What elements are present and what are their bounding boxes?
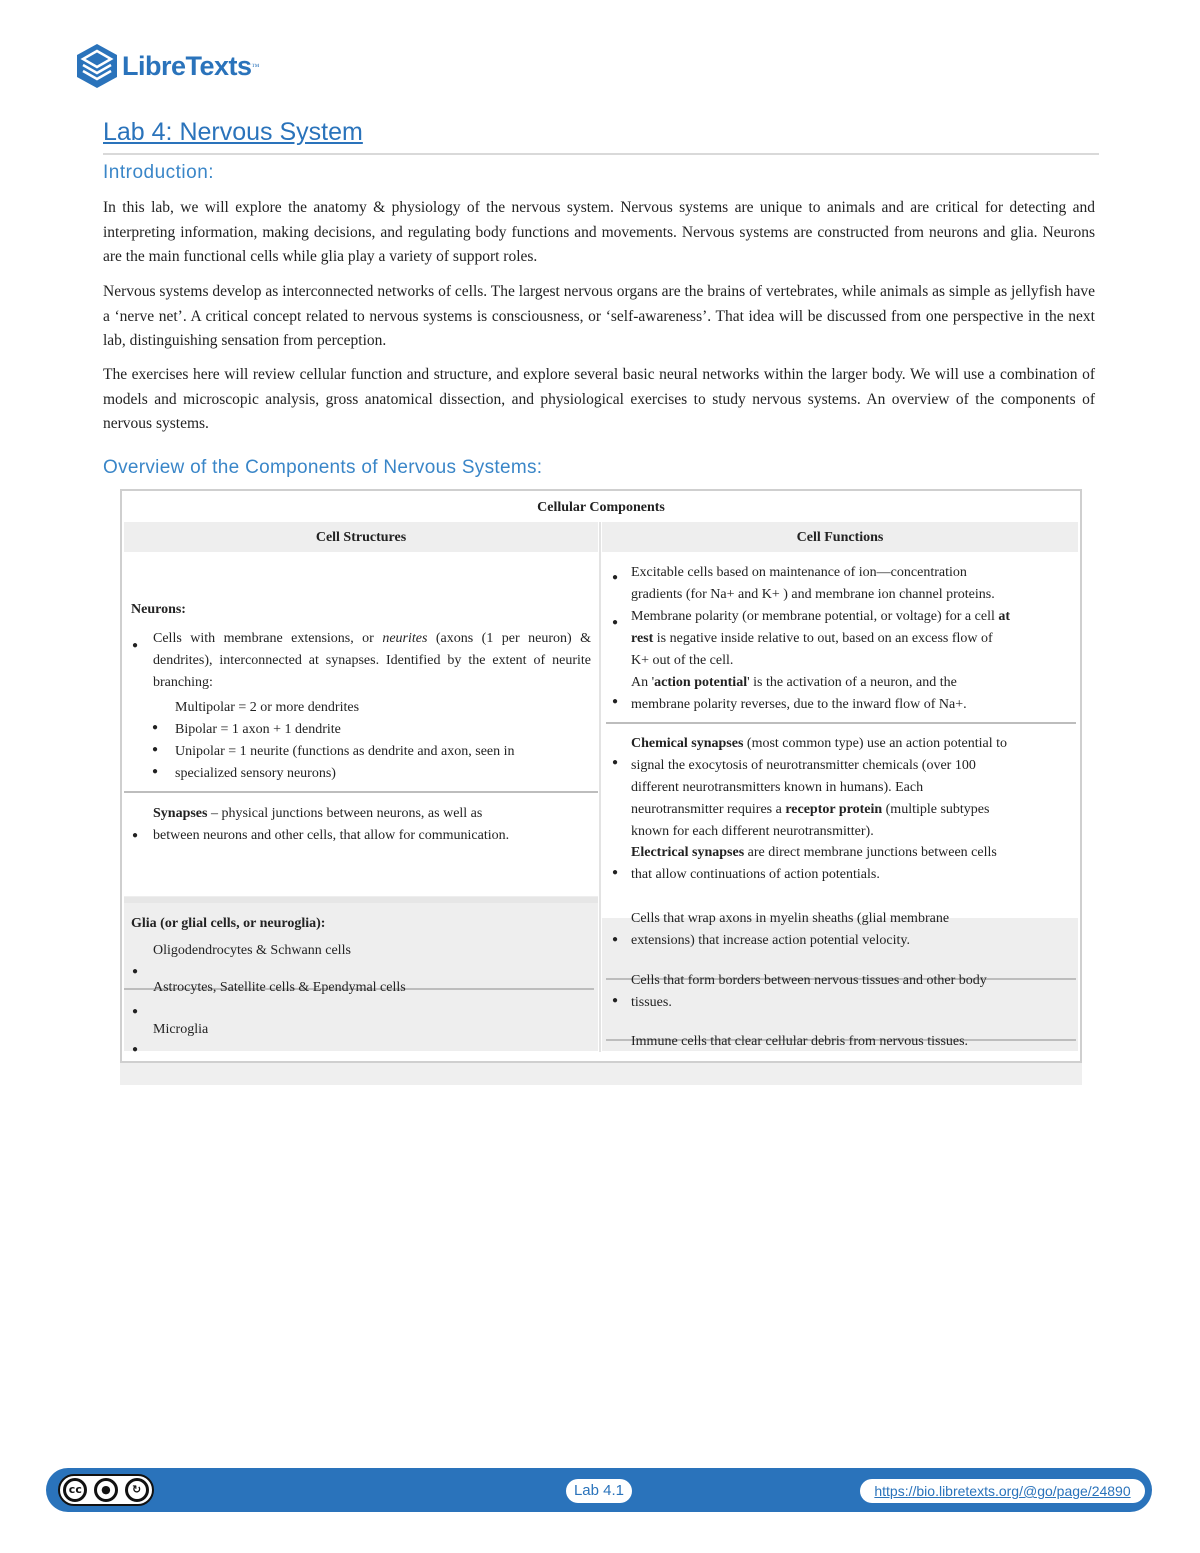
function-myelin-glia: Cells that wrap axons in myelin sheaths (glial membrane extensions) that increase action potential velocity.	[631, 911, 950, 948]
bullet-icon: ●	[152, 744, 159, 755]
bullet-icon: ●	[612, 696, 619, 707]
neuron-type-bipolar: Bipolar = 1 axon + 1 dendrite	[175, 722, 341, 737]
bullet-icon: ●	[152, 766, 159, 777]
bullet-icon: ●	[132, 830, 139, 841]
page-link[interactable]: https://bio.libretexts.org/@go/page/24890	[860, 1479, 1145, 1503]
row-divider	[124, 791, 598, 793]
glia-microglia: Microglia	[153, 1022, 209, 1037]
bullet-icon: ●	[132, 1006, 139, 1017]
libretexts-hexagon-icon	[74, 42, 120, 90]
column-header-structures: Cell Structures	[124, 522, 598, 552]
bullet-icon: ●	[612, 867, 619, 878]
neuron-type-multipolar: Multipolar = 2 or more dendrites	[175, 700, 360, 715]
function-excitable: Excitable cells based on maintenance of ion—concentration gradients (for Na+ and K+ ) and membrane ion channel proteins.	[631, 565, 995, 602]
function-chemical-synapses: Chemical synapses (most common type) use an action potential to signal the exocytosis of neurotransmitter chemicals (over 100 different neurotransmitters known in humans). Each neurotransmitter requires a receptor protein (multiple subtypes known for each different neurotransmitter).	[631, 736, 1008, 839]
function-border-glia: Cells that form borders between nervous tissues and other body tissues.	[631, 973, 987, 1010]
row-divider	[606, 722, 1076, 724]
row-divider	[124, 897, 598, 903]
page-number: Lab 4.1	[566, 1479, 632, 1503]
synapses-description-cont: between neurons and other cells, that allow for communication.	[153, 828, 510, 843]
overview-heading: Overview of the Components of Nervous Systems:	[103, 457, 543, 478]
components-table	[120, 489, 1082, 1063]
bullet-icon: ●	[132, 966, 139, 977]
glia-oligodendrocytes: Oligodendrocytes & Schwann cells	[153, 943, 351, 958]
column-divider	[599, 522, 601, 1052]
bullet-icon: ●	[612, 934, 619, 945]
synapses-description: Synapses – physical junctions between neurons, as well as	[153, 806, 483, 821]
bullet-icon: ●	[612, 572, 619, 583]
page-title[interactable]: Lab 4: Nervous System	[103, 118, 1099, 155]
logo-text: LibreTexts	[122, 50, 252, 81]
logo-trademark: ™	[251, 61, 260, 71]
bullet-icon: ●	[132, 640, 139, 651]
bullet-icon: ●	[612, 617, 619, 628]
table-bottom-band	[120, 1063, 1082, 1085]
intro-paragraph-3: The exercises here will review cellular function and structure, and explore several basic neural networks within the larger body. We will use a combination of models and microscopic analysis, gross anatomical dissection, and physiological exercises to study nervous systems. An overview of the components of nervous systems.	[103, 366, 1095, 432]
libretexts-logo[interactable]	[74, 42, 259, 90]
column-header-functions: Cell Functions	[602, 522, 1078, 552]
function-action-potential: An 'action potential' is the activation of a neuron, and the membrane polarity reverses, due to the inward flow of Na+.	[631, 675, 967, 712]
function-immune-glia: Immune cells that clear cellular debris from nervous tissues.	[631, 1034, 969, 1049]
sa-icon: ↻	[125, 1478, 149, 1502]
bullet-icon: ●	[612, 757, 619, 768]
glia-astrocytes: Astrocytes, Satellite cells & Ependymal cells	[153, 980, 406, 995]
glia-label: Glia (or glial cells, or neuroglia):	[131, 916, 326, 931]
cc-icon: cc	[63, 1478, 87, 1502]
bullet-icon: ●	[612, 995, 619, 1006]
bullet-icon: ●	[132, 1044, 139, 1055]
bullet-icon: ●	[152, 722, 159, 733]
intro-paragraph-1: In this lab, we will explore the anatomy & physiology of the nervous system. Nervous systems are unique to animals and are critical for detecting and interpreting information, making decisions, and regulating body functions and movements. Nervous systems are constructed from neurons and glia. Neurons are the main functional cells while glia play a variety of support roles.	[103, 199, 1095, 265]
intro-paragraph-2: Nervous systems develop as interconnected networks of cells. The largest nervous organs are the brains of vertebrates, while animals as simple as jellyfish have a ‘nerve net’. A critical concept related to nervous systems is consciousness, or ‘self-awareness’. That idea will be discussed from one perspective in the next lab, distinguishing sensation from perception.	[103, 283, 1095, 349]
function-electrical-synapses: Electrical synapses are direct membrane junctions between cells that allow continuations of action potentials.	[631, 845, 997, 882]
by-icon: ●	[94, 1478, 118, 1502]
table-title: Cellular Components	[537, 500, 665, 515]
neurons-description: Cells with membrane extensions, or neurites (axons (1 per neuron) & dendrites), interconnected at synapses. Identified by the extent of neurite branching:	[153, 631, 592, 690]
introduction-heading: Introduction:	[103, 162, 215, 183]
neuron-type-unipolar: Unipolar = 1 neurite (functions as dendrite and axon, seen in	[175, 744, 515, 759]
cc-license-badge[interactable]	[58, 1474, 154, 1506]
neuron-type-unipolar-cont: specialized sensory neurons)	[175, 766, 336, 781]
function-resting-potential: Membrane polarity (or membrane potential, or voltage) for a cell at rest is negative inside relative to out, based on an excess flow of K+ out of the cell.	[631, 609, 1011, 668]
neurons-label: Neurons:	[131, 602, 186, 617]
